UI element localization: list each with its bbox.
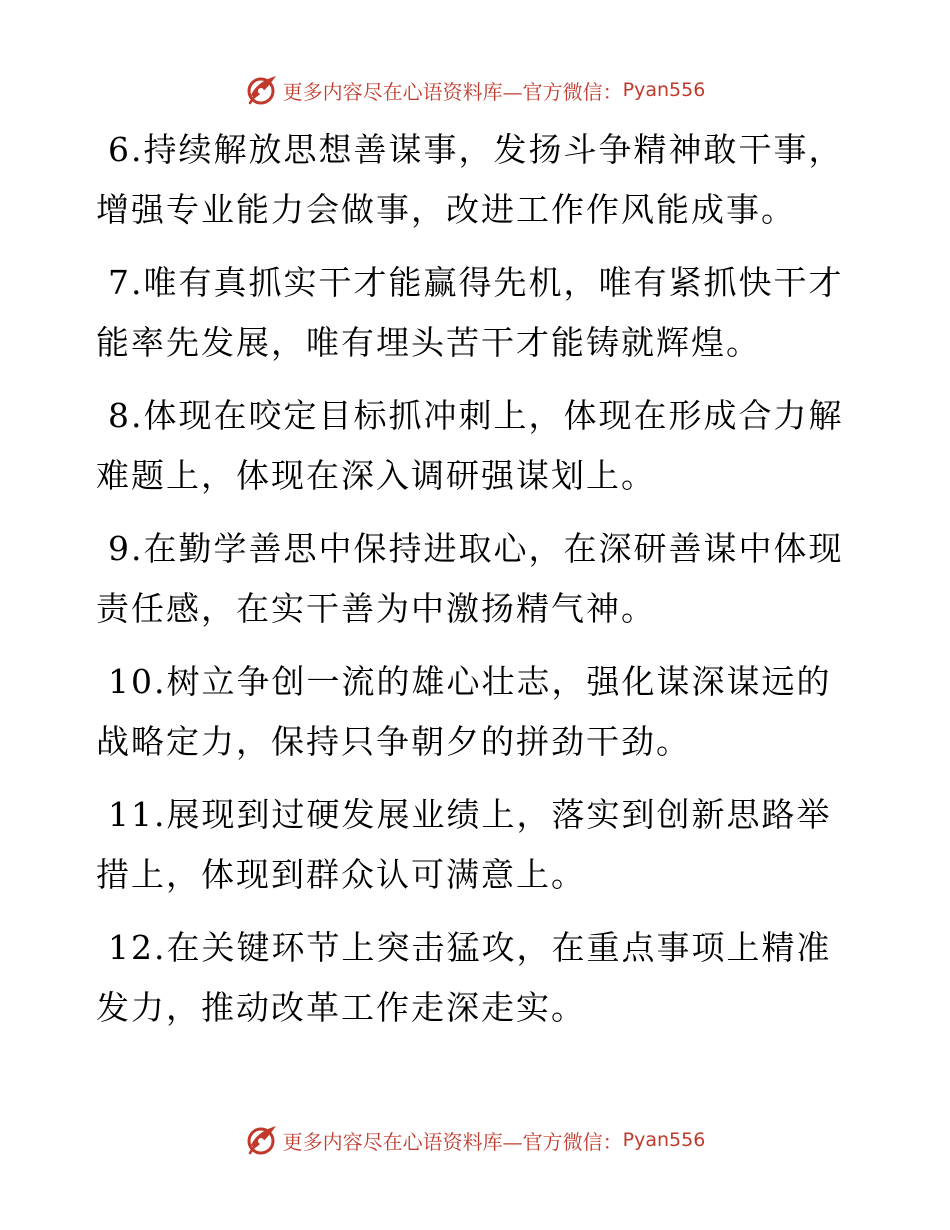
list-item-11: 11.展现到过硬发展业绩上，落实到创新思路举措上，体现到群众认可满意上。 bbox=[96, 795, 832, 894]
quill-pen-logo-icon bbox=[245, 73, 279, 107]
header-banner bbox=[0, 70, 950, 110]
banner-text: 更多内容尽在心语资料库—官方微信： bbox=[282, 1129, 623, 1154]
banner-text: 更多内容尽在心语资料库—官方微信： bbox=[282, 79, 623, 104]
list-item-10: 10.树立争创一流的雄心壮志，强化谋深谋远的战略定力，保持只争朝夕的拼劲干劲。 bbox=[96, 662, 832, 761]
wechat-id: Pyan556 bbox=[622, 1129, 706, 1151]
list-item-6: 6.持续解放思想善谋事，发扬斗争精神敢干事，增强专业能力会做事，改进工作作风能成事。 bbox=[96, 130, 844, 229]
document-body bbox=[96, 120, 856, 1051]
list-item-7: 7.唯有真抓实干才能赢得先机，唯有紧抓快干才能率先发展，唯有埋头苦干才能铸就辉煌。 bbox=[96, 263, 844, 362]
list-item-12: 12.在关键环节上突击猛攻，在重点事项上精准发力，推动改革工作走深走实。 bbox=[96, 928, 832, 1027]
wechat-id: Pyan556 bbox=[622, 79, 706, 101]
list-item-8: 8.体现在咬定目标抓冲刺上，体现在形成合力解难题上，体现在深入调研强谋划上。 bbox=[96, 396, 844, 495]
quill-pen-logo-icon bbox=[245, 1123, 279, 1157]
footer-banner bbox=[0, 1120, 950, 1160]
list-item-9: 9.在勤学善思中保持进取心，在深研善谋中体现责任感，在实干善为中激扬精气神。 bbox=[96, 529, 844, 628]
